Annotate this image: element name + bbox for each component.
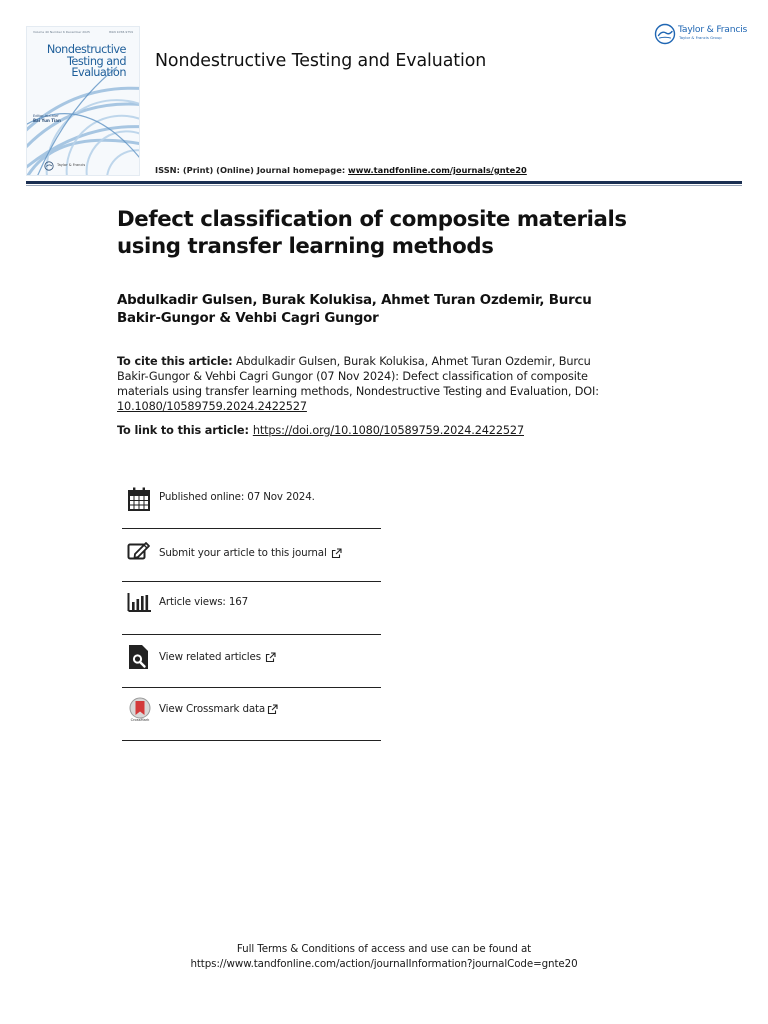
taylor-francis-logo[interactable] [654, 23, 746, 47]
footer-line-1: Full Terms & Conditions of access and use can be found at [236, 943, 532, 955]
related-articles-row[interactable] [122, 635, 381, 688]
article-title: Defect classification of composite materials using transfer learning methods [117, 207, 627, 259]
cover-title-line-1: Nondestructive [46, 43, 126, 56]
issn-text: ISSN: (Print) (Online) Journal homepage: [155, 165, 349, 175]
external-link-icon [331, 548, 342, 559]
submit-article-text: Submit your article to this journal [159, 547, 327, 559]
publisher-name: Taylor & Francis [678, 24, 748, 35]
journal-name: Nondestructive Testing and Evaluation [155, 51, 487, 71]
header-divider-thin [26, 185, 742, 186]
cover-title-line-2: Testing and [66, 54, 126, 68]
related-articles-text: View related articles [159, 651, 261, 663]
crossmark-text: View Crossmark data [159, 703, 266, 715]
header-divider [26, 181, 742, 184]
journal-homepage-link[interactable]: www.tandfonline.com/journals/gnte20 [348, 165, 527, 175]
citation-label: To cite this article: [117, 355, 233, 368]
cover-title [47, 44, 126, 79]
submit-article-row[interactable] [122, 529, 381, 582]
journal-cover [26, 26, 140, 176]
article-link-line [117, 423, 637, 438]
submit-article-link[interactable] [159, 547, 342, 559]
issn-homepage-line [155, 165, 527, 175]
search-document-icon [127, 644, 151, 670]
crossmark-badge-text: CrossMark [130, 718, 150, 722]
cover-publisher-logo-icon [44, 161, 56, 171]
article-views-text: Article views: 167 [159, 596, 249, 608]
article-authors: Abdulkadir Gulsen, Burak Kolukisa, Ahmet Turan Ozdemir, Burcu Bakir-Gungor & Vehbi Cagri Gungor [117, 293, 592, 326]
cover-editor-name: Bai Yun Tian [33, 117, 61, 123]
published-online-row [122, 476, 381, 529]
calendar-icon [127, 486, 151, 512]
article-doi-url-link[interactable]: https://doi.org/10.1080/10589759.2024.2422527 [252, 424, 524, 437]
terms-footer [0, 942, 768, 972]
cover-title-line-3: Evaluation [71, 66, 126, 79]
cover-issn-line: ISSN 1058-9759 [108, 30, 133, 34]
edit-icon [127, 540, 151, 566]
bar-chart-icon [127, 590, 151, 616]
publisher-group: Taylor & Francis Group [679, 35, 722, 40]
article-info-list [122, 476, 381, 741]
external-link-icon [267, 704, 278, 715]
crossmark-link[interactable] [159, 703, 278, 715]
related-articles-link[interactable] [159, 651, 276, 663]
citation-text: Abdulkadir Gulsen, Burak Kolukisa, Ahmet Turan Ozdemir, Burcu Bakir-Gungor & Vehbi Cagri Gungor (07 Nov 2024): Defect classification of composite materials using transfer learning methods, Nondestructive Testing and Evaluation, DOI: [117, 355, 599, 398]
external-link-icon [265, 652, 276, 663]
taylor-francis-emblem-icon [654, 23, 676, 45]
cover-volume-line: Volume 40 Number 6 December 2025 [33, 30, 90, 34]
citation-block [117, 354, 617, 414]
citation-doi-link[interactable]: 10.1080/10589759.2024.2422527 [117, 400, 307, 413]
published-online-text: Published online: 07 Nov 2024. [159, 491, 315, 503]
footer-terms-link[interactable]: https://www.tandfonline.com/action/journalInformation?journalCode=gnte20 [190, 958, 578, 970]
crossmark-row[interactable] [122, 688, 381, 741]
cover-editor-role: Editor-in-Chief [33, 114, 59, 118]
cover-editor [33, 114, 61, 123]
article-link-label: To link to this article: [117, 424, 249, 437]
article-views-row [122, 582, 381, 635]
cover-publisher-name: Taylor & Francis [57, 163, 86, 167]
